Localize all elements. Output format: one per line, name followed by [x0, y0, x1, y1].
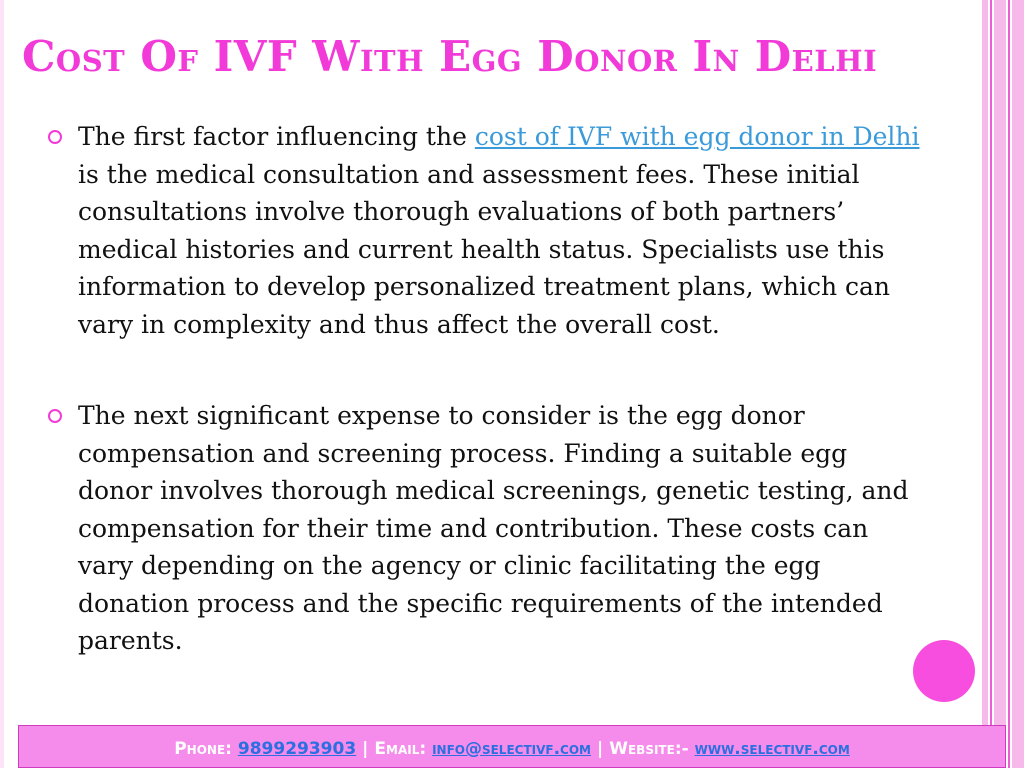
decorative-stripe [990, 0, 992, 768]
left-border [0, 0, 4, 768]
decorative-stripe [994, 0, 1006, 768]
email-link[interactable]: info@selectivf.com [432, 739, 592, 759]
website-link[interactable]: www.selectivf.com [694, 739, 850, 759]
ivf-cost-link[interactable]: cost of IVF with egg donor in Delhi [474, 122, 920, 151]
website-label: Website:- [609, 739, 695, 759]
email-label: Email: [374, 739, 433, 759]
phone-link[interactable]: 9899293903 [237, 739, 357, 759]
decorative-stripe [1012, 0, 1024, 768]
contact-footer [18, 725, 1006, 768]
bullet-item-consultation [48, 118, 928, 343]
slide-title: Cost Of IVF With Egg Donor In Delhi [22, 32, 878, 81]
ring-bullet-icon [48, 130, 62, 144]
ring-bullet-icon [48, 409, 62, 423]
bullet-text: The next significant expense to consider is the egg donor compensation and screening process. Finding a suitable egg donor involves thorough medical screenings, genetic testing, and compensation for their time and contribution. These costs can vary depending on the agency or clinic facilitating the egg donation process and the specific requirements of the intended parents. [78, 401, 909, 655]
footer-separator: | [362, 739, 369, 759]
decorative-circle [913, 640, 975, 702]
phone-label: Phone: [174, 739, 238, 759]
bullet-text-before-link: The first factor influencing the [78, 122, 475, 151]
footer-separator: | [597, 739, 604, 759]
decorative-stripe [982, 0, 988, 768]
bullet-text-after-link: is the medical consultation and assessment fees. These initial consultations involve thorough evaluations of both partners’ medical histories and current health status. Specialists use this information to develop personalized treatment plans, which can vary in complexity and thus affect the overall cost. [78, 159, 891, 339]
bullet-item-donor-compensation [48, 397, 928, 660]
bullet-list [48, 118, 928, 660]
decorative-stripe [1008, 0, 1010, 768]
